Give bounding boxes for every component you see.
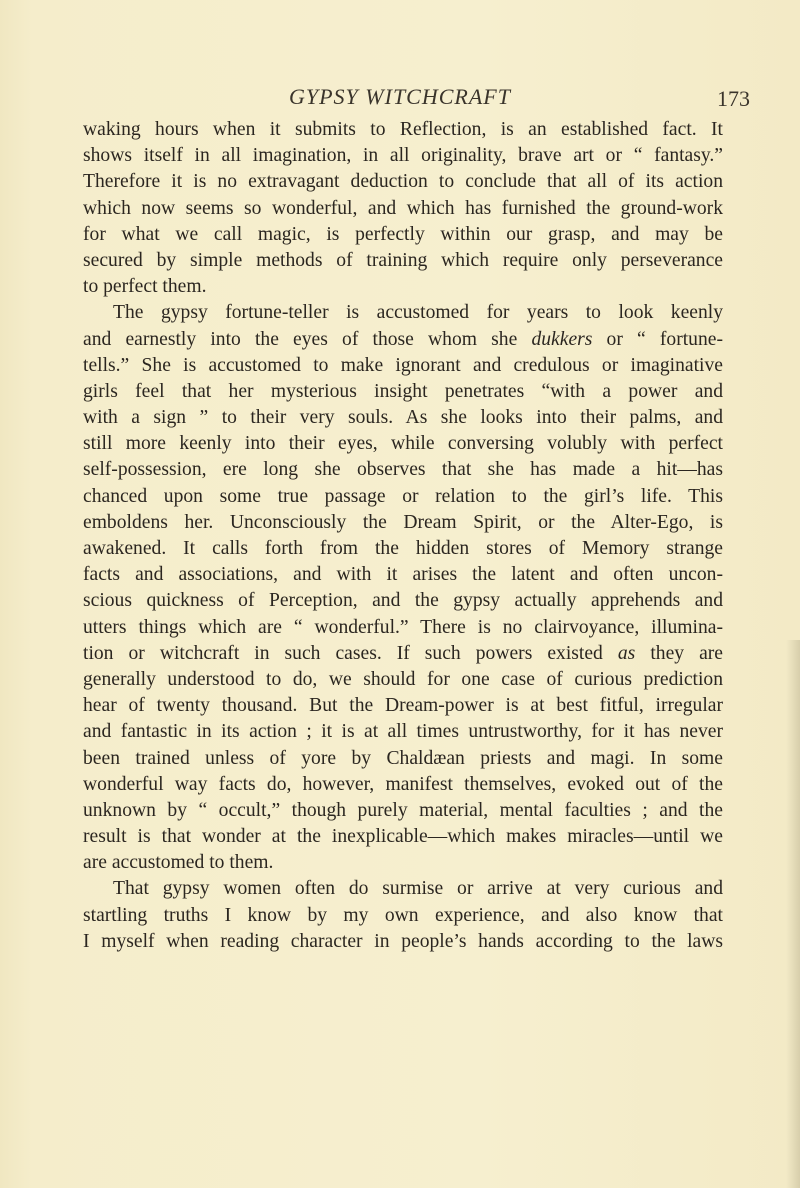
text-line: and fantastic in its action ; it is at all times untrustworthy, for it has never: [83, 721, 723, 743]
text-line: wonderful way facts do, however, manifest themselves, evoked out of the: [83, 773, 723, 795]
text-line: utters things which are “ wonderful.” There is no clairvoyance, illumina-: [83, 616, 723, 638]
text-line: are accustomed to them.: [83, 852, 274, 874]
text-line: secured by simple methods of training which require only perseverance: [83, 249, 723, 271]
text-line: been trained unless of yore by Chaldæan priests and magi. In some: [83, 747, 723, 769]
italic-word: as: [617, 642, 636, 664]
text-line: The gypsy fortune-teller is accustomed for years to look keenly: [113, 302, 723, 324]
running-head: GYPSY WITCHCRAFT: [289, 84, 511, 109]
text-line: with a sign ” to their very souls. As she looks into their palms, and: [83, 407, 723, 429]
page-number: 173: [717, 86, 750, 111]
text-line: girls feel that her mysterious insight penetrates “with a power and: [83, 380, 723, 402]
text-line: facts and associations, and with it arises the latent and often uncon-: [83, 564, 723, 586]
page-header: [0, 84, 800, 114]
text-segment: tion or witchcraft in such cases. If such powers existed: [83, 642, 618, 664]
text-line: [83, 327, 723, 353]
text-segment: and earnestly into the eyes of those whom she: [83, 328, 532, 350]
text-line: That gypsy women often do surmise or arrive at very curious and: [113, 878, 723, 900]
text-line: awakened. It calls forth from the hidden stores of Memory strange: [83, 538, 723, 559]
text-line: hear of twenty thousand. But the Dream-power is at best fitful, irregular: [83, 695, 723, 717]
text-line: unknown by “ occult,” though purely material, mental faculties ; and the: [83, 799, 723, 821]
body-text: [83, 117, 723, 955]
text-segment: they are: [635, 642, 724, 664]
text-line: self-possession, ere long she observes that she has made a hit—has: [83, 459, 723, 481]
text-segment: or “ fortune-: [592, 328, 723, 350]
text-line: generally understood to do, we should for one case of curious prediction: [83, 668, 723, 690]
text-line: waking hours when it submits to Reflection, is an established fact. It: [83, 119, 723, 140]
text-line: startling truths I know by my own experience, and also know that: [83, 904, 723, 926]
italic-word: dukkers: [531, 328, 593, 350]
page-edge-shadow: [786, 640, 800, 1188]
text-line: still more keenly into their eyes, while conversing volubly with perfect: [83, 433, 723, 455]
text-line: shows itself in all imagination, in all originality, brave art or “ fantasy.”: [83, 145, 723, 167]
text-line: chanced upon some true passage or relation to the girl’s life. This: [83, 485, 723, 507]
text-line: for what we call magic, is perfectly within our grasp, and may be: [83, 223, 723, 245]
text-line: Therefore it is no extravagant deduction to conclude that all of its action: [83, 171, 723, 193]
text-line: which now seems so wonderful, and which has furnished the ground-work: [83, 197, 723, 219]
text-line: I myself when reading character in people’s hands according to the laws: [83, 930, 723, 952]
text-line: scious quickness of Perception, and the gypsy actually apprehends and: [83, 590, 723, 612]
text-line: to perfect them.: [83, 276, 207, 298]
text-line: tells.” She is accustomed to make ignorant and credulous or imaginative: [83, 354, 723, 376]
text-line: result is that wonder at the inexplicable—which makes miracles—until we: [83, 826, 723, 848]
text-line: emboldens her. Unconsciously the Dream Spirit, or the Alter-Ego, is: [83, 511, 723, 533]
text-line: [83, 641, 723, 667]
